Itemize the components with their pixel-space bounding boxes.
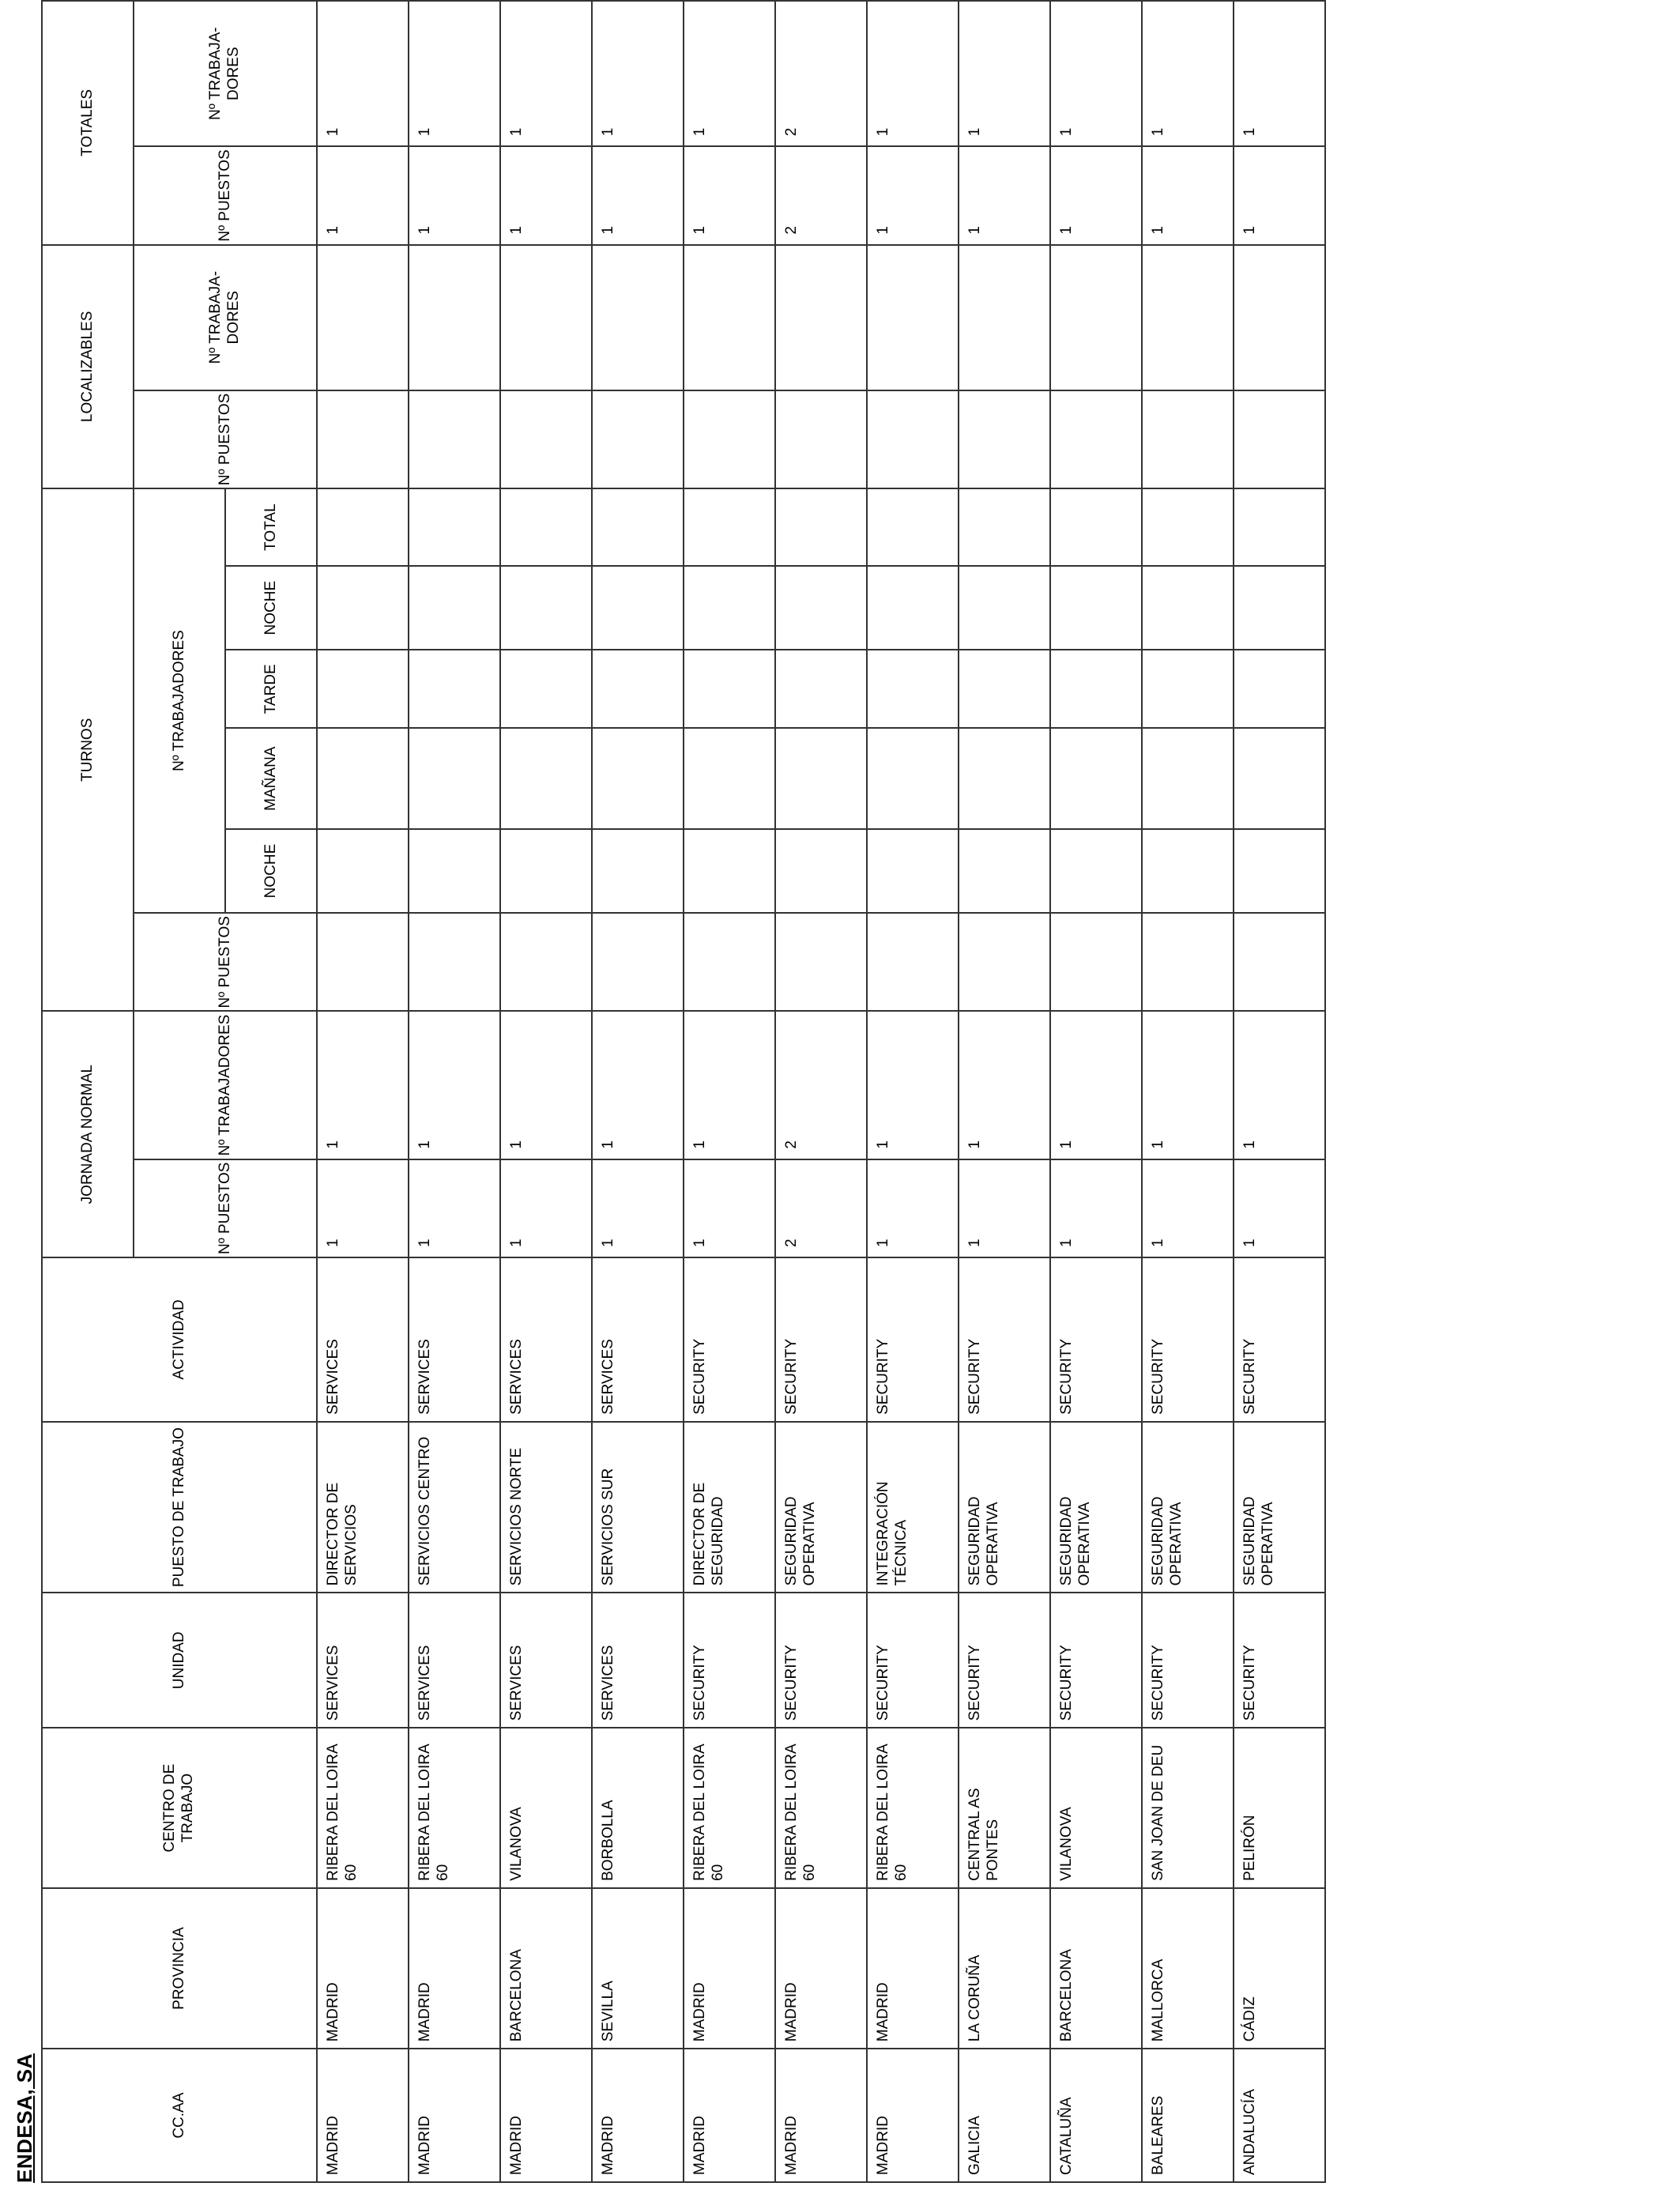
cell-turnos-total [592, 488, 684, 566]
header-turnos-trabajadores: Nº TRABAJADORES [134, 488, 225, 913]
cell-provincia: CÁDIZ [1234, 1888, 1325, 2049]
cell-turnos-total [867, 488, 959, 566]
header-turnos-noche-1: NOCHE [225, 829, 317, 913]
cell-tot-trabajadores: 1 [1050, 1, 1142, 146]
header-turnos-noche-2: NOCHE [225, 566, 317, 650]
cell-loc-trabajadores [1234, 245, 1325, 390]
cell-tot-trabajadores: 1 [959, 1, 1050, 146]
header-loc-trabajadores: Nº TRABAJA-DORES [134, 245, 317, 390]
cell-turnos-noche-2 [1142, 566, 1234, 650]
cell-puesto: SEGURIDAD OPERATIVA [775, 1422, 867, 1593]
cell-turnos-total [684, 488, 775, 566]
cell-turnos-manana [317, 728, 409, 829]
header-tot-puestos: Nº PUESTOS [134, 146, 317, 244]
cell-ccaa: MADRID [592, 2049, 684, 2182]
cell-tot-trabajadores: 1 [592, 1, 684, 146]
cell-jornada-puestos: 1 [1050, 1159, 1142, 1257]
cell-jornada-puestos: 1 [1142, 1159, 1234, 1257]
cell-turnos-manana [592, 728, 684, 829]
table-row [775, 1, 867, 2182]
cell-centro: RIBERA DEL LOIRA 60 [317, 1728, 409, 1888]
cell-tot-puestos: 1 [867, 146, 959, 244]
cell-ccaa: GALICIA [959, 2049, 1050, 2182]
cell-jornada-puestos: 1 [1234, 1159, 1325, 1257]
cell-loc-trabajadores [867, 245, 959, 390]
header-puesto: PUESTO DE TRABAJO [42, 1422, 317, 1593]
cell-turnos-puestos [867, 913, 959, 1011]
cell-turnos-tarde [1142, 650, 1234, 728]
cell-turnos-noche-1 [409, 829, 500, 913]
cell-provincia: MADRID [409, 1888, 500, 2049]
cell-provincia: LA CORUÑA [959, 1888, 1050, 2049]
cell-turnos-tarde [500, 650, 592, 728]
cell-provincia: MADRID [867, 1888, 959, 2049]
cell-turnos-noche-1 [592, 829, 684, 913]
cell-loc-trabajadores [1050, 245, 1142, 390]
cell-turnos-total [1234, 488, 1325, 566]
cell-loc-puestos [500, 390, 592, 488]
cell-jornada-trabajadores: 1 [500, 1011, 592, 1159]
table-row [1234, 1, 1325, 2182]
cell-loc-puestos [592, 390, 684, 488]
cell-turnos-tarde [775, 650, 867, 728]
header-centro: CENTRO DE TRABAJO [42, 1728, 317, 1888]
cell-actividad: SERVICES [409, 1257, 500, 1422]
cell-turnos-total [317, 488, 409, 566]
cell-loc-puestos [317, 390, 409, 488]
cell-jornada-trabajadores: 1 [959, 1011, 1050, 1159]
cell-turnos-puestos [409, 913, 500, 1011]
cell-provincia: BARCELONA [1050, 1888, 1142, 2049]
cell-turnos-manana [1234, 728, 1325, 829]
cell-turnos-manana [409, 728, 500, 829]
cell-centro: VILANOVA [1050, 1728, 1142, 1888]
cell-jornada-trabajadores: 2 [775, 1011, 867, 1159]
cell-centro: BORBOLLA [592, 1728, 684, 1888]
cell-tot-puestos: 2 [775, 146, 867, 244]
cell-turnos-tarde [409, 650, 500, 728]
cell-tot-trabajadores: 2 [775, 1, 867, 146]
cell-tot-puestos: 1 [409, 146, 500, 244]
cell-ccaa: MADRID [684, 2049, 775, 2182]
cell-turnos-noche-1 [867, 829, 959, 913]
table-row [1050, 1, 1142, 2182]
cell-actividad: SERVICES [592, 1257, 684, 1422]
cell-turnos-manana [775, 728, 867, 829]
cell-turnos-noche-2 [1050, 566, 1142, 650]
cell-puesto: SEGURIDAD OPERATIVA [1142, 1422, 1234, 1593]
cell-centro: RIBERA DEL LOIRA 60 [409, 1728, 500, 1888]
cell-unidad: SECURITY [1234, 1593, 1325, 1728]
cell-turnos-total [500, 488, 592, 566]
header-turnos-total: TOTAL [225, 488, 317, 566]
cell-puesto: SERVICIOS NORTE [500, 1422, 592, 1593]
cell-jornada-puestos: 1 [500, 1159, 592, 1257]
cell-loc-puestos [684, 390, 775, 488]
cell-tot-trabajadores: 1 [409, 1, 500, 146]
cell-turnos-noche-2 [684, 566, 775, 650]
cell-jornada-puestos: 1 [317, 1159, 409, 1257]
cell-turnos-manana [684, 728, 775, 829]
cell-turnos-puestos [684, 913, 775, 1011]
cell-turnos-tarde [959, 650, 1050, 728]
cell-loc-puestos [1234, 390, 1325, 488]
header-jornada: JORNADA NORMAL [42, 1011, 134, 1257]
cell-turnos-tarde [867, 650, 959, 728]
table-row [1142, 1, 1234, 2182]
cell-actividad: SERVICES [317, 1257, 409, 1422]
header-ccaa: CC.AA [42, 2049, 317, 2182]
cell-actividad: SECURITY [1142, 1257, 1234, 1422]
cell-centro: VILANOVA [500, 1728, 592, 1888]
cell-turnos-puestos [500, 913, 592, 1011]
cell-jornada-trabajadores: 1 [1050, 1011, 1142, 1159]
cell-turnos-tarde [1234, 650, 1325, 728]
cell-centro: PELIRÓN [1234, 1728, 1325, 1888]
cell-actividad: SECURITY [867, 1257, 959, 1422]
cell-tot-puestos: 1 [500, 146, 592, 244]
header-turnos: TURNOS [42, 488, 134, 1011]
cell-tot-puestos: 1 [1142, 146, 1234, 244]
cell-turnos-noche-2 [592, 566, 684, 650]
cell-tot-puestos: 1 [1234, 146, 1325, 244]
cell-jornada-puestos: 1 [592, 1159, 684, 1257]
header-turnos-tarde: TARDE [225, 650, 317, 728]
cell-loc-puestos [1142, 390, 1234, 488]
cell-tot-trabajadores: 1 [500, 1, 592, 146]
cell-ccaa: MADRID [775, 2049, 867, 2182]
cell-tot-puestos: 1 [592, 146, 684, 244]
cell-provincia: MADRID [775, 1888, 867, 2049]
cell-actividad: SECURITY [684, 1257, 775, 1422]
table-row [500, 1, 592, 2182]
cell-ccaa: ANDALUCÍA [1234, 2049, 1325, 2182]
cell-tot-trabajadores: 1 [1142, 1, 1234, 146]
cell-loc-puestos [775, 390, 867, 488]
cell-turnos-manana [959, 728, 1050, 829]
cell-turnos-tarde [684, 650, 775, 728]
header-localizables: LOCALIZABLES [42, 245, 134, 488]
cell-unidad: SERVICES [409, 1593, 500, 1728]
cell-puesto: INTEGRACIÓN TÉCNICA [867, 1422, 959, 1593]
cell-loc-trabajadores [592, 245, 684, 390]
cell-turnos-tarde [1050, 650, 1142, 728]
cell-turnos-total [775, 488, 867, 566]
cell-tot-puestos: 1 [684, 146, 775, 244]
cell-jornada-puestos: 2 [775, 1159, 867, 1257]
cell-provincia: MALLORCA [1142, 1888, 1234, 2049]
cell-puesto: SEGURIDAD OPERATIVA [1050, 1422, 1142, 1593]
cell-loc-trabajadores [775, 245, 867, 390]
cell-centro: RIBERA DEL LOIRA 60 [684, 1728, 775, 1888]
cell-ccaa: MADRID [867, 2049, 959, 2182]
cell-turnos-noche-1 [959, 829, 1050, 913]
cell-jornada-trabajadores: 1 [409, 1011, 500, 1159]
cell-puesto: DIRECTOR DE SEGURIDAD [684, 1422, 775, 1593]
cell-unidad: SERVICES [592, 1593, 684, 1728]
cell-turnos-tarde [592, 650, 684, 728]
cell-turnos-noche-2 [317, 566, 409, 650]
table-row [409, 1, 500, 2182]
cell-provincia: MADRID [317, 1888, 409, 2049]
cell-puesto: SEGURIDAD OPERATIVA [959, 1422, 1050, 1593]
cell-unidad: SECURITY [684, 1593, 775, 1728]
document-title: ENDESA, SA [13, 2053, 36, 2183]
cell-unidad: SECURITY [1142, 1593, 1234, 1728]
cell-puesto: SERVICIOS SUR [592, 1422, 684, 1593]
cell-tot-puestos: 1 [959, 146, 1050, 244]
cell-actividad: SECURITY [775, 1257, 867, 1422]
cell-centro: RIBERA DEL LOIRA 60 [775, 1728, 867, 1888]
cell-jornada-trabajadores: 1 [684, 1011, 775, 1159]
header-turnos-manana: MAÑANA [225, 728, 317, 829]
cell-turnos-noche-1 [775, 829, 867, 913]
cell-loc-trabajadores [317, 245, 409, 390]
cell-jornada-puestos: 1 [959, 1159, 1050, 1257]
header-provincia: PROVINCIA [42, 1888, 317, 2049]
cell-turnos-noche-1 [684, 829, 775, 913]
cell-turnos-puestos [592, 913, 684, 1011]
cell-ccaa: CATALUÑA [1050, 2049, 1142, 2182]
cell-turnos-noche-2 [867, 566, 959, 650]
cell-actividad: SECURITY [959, 1257, 1050, 1422]
cell-loc-trabajadores [959, 245, 1050, 390]
cell-jornada-puestos: 1 [684, 1159, 775, 1257]
cell-unidad: SECURITY [959, 1593, 1050, 1728]
cell-turnos-puestos [959, 913, 1050, 1011]
cell-turnos-noche-1 [500, 829, 592, 913]
cell-unidad: SECURITY [1050, 1593, 1142, 1728]
cell-jornada-trabajadores: 1 [1234, 1011, 1325, 1159]
cell-turnos-puestos [775, 913, 867, 1011]
table-row [592, 1, 684, 2182]
cell-ccaa: MADRID [500, 2049, 592, 2182]
cell-turnos-tarde [317, 650, 409, 728]
cell-centro: SAN JOAN DE DEU [1142, 1728, 1234, 1888]
cell-loc-puestos [867, 390, 959, 488]
cell-centro: RIBERA DEL LOIRA 60 [867, 1728, 959, 1888]
cell-jornada-puestos: 1 [409, 1159, 500, 1257]
cell-jornada-trabajadores: 1 [1142, 1011, 1234, 1159]
cell-ccaa: MADRID [317, 2049, 409, 2182]
cell-turnos-total [409, 488, 500, 566]
cell-loc-trabajadores [409, 245, 500, 390]
cell-turnos-total [959, 488, 1050, 566]
cell-provincia: SEVILLA [592, 1888, 684, 2049]
header-totales: TOTALES [42, 1, 134, 245]
cell-turnos-manana [1142, 728, 1234, 829]
cell-centro: CENTRAL AS PONTES [959, 1728, 1050, 1888]
table-row [317, 1, 409, 2182]
cell-provincia: BARCELONA [500, 1888, 592, 2049]
cell-ccaa: BALEARES [1142, 2049, 1234, 2182]
cell-turnos-total [1142, 488, 1234, 566]
cell-provincia: MADRID [684, 1888, 775, 2049]
cell-turnos-manana [867, 728, 959, 829]
cell-turnos-puestos [1050, 913, 1142, 1011]
cell-unidad: SECURITY [867, 1593, 959, 1728]
cell-turnos-puestos [1234, 913, 1325, 1011]
staffing-table [41, 0, 1326, 2183]
header-jornada-trabajadores: Nº TRABAJADORES [134, 1011, 317, 1159]
cell-jornada-trabajadores: 1 [317, 1011, 409, 1159]
cell-jornada-trabajadores: 1 [867, 1011, 959, 1159]
cell-jornada-puestos: 1 [867, 1159, 959, 1257]
cell-tot-trabajadores: 1 [867, 1, 959, 146]
cell-unidad: SECURITY [775, 1593, 867, 1728]
cell-unidad: SERVICES [500, 1593, 592, 1728]
header-tot-trabajadores: Nº TRABAJA-DORES [134, 1, 317, 146]
cell-puesto: SEGURIDAD OPERATIVA [1234, 1422, 1325, 1593]
cell-actividad: SECURITY [1234, 1257, 1325, 1422]
cell-turnos-noche-2 [500, 566, 592, 650]
table-body [317, 1, 1325, 2182]
table-row [959, 1, 1050, 2182]
cell-tot-trabajadores: 1 [684, 1, 775, 146]
cell-turnos-puestos [1142, 913, 1234, 1011]
cell-turnos-total [1050, 488, 1142, 566]
cell-ccaa: MADRID [409, 2049, 500, 2182]
header-turnos-puestos: Nº PUESTOS [134, 913, 317, 1011]
cell-turnos-noche-1 [1050, 829, 1142, 913]
cell-jornada-trabajadores: 1 [592, 1011, 684, 1159]
cell-turnos-noche-1 [317, 829, 409, 913]
cell-turnos-noche-2 [959, 566, 1050, 650]
table-row [867, 1, 959, 2182]
cell-unidad: SERVICES [317, 1593, 409, 1728]
cell-loc-trabajadores [1142, 245, 1234, 390]
cell-actividad: SERVICES [500, 1257, 592, 1422]
header-loc-puestos: Nº PUESTOS [134, 390, 317, 488]
cell-loc-puestos [1050, 390, 1142, 488]
cell-turnos-noche-2 [1234, 566, 1325, 650]
cell-tot-trabajadores: 1 [317, 1, 409, 146]
cell-loc-trabajadores [684, 245, 775, 390]
cell-turnos-manana [1050, 728, 1142, 829]
cell-puesto: DIRECTOR DE SERVICIOS [317, 1422, 409, 1593]
cell-puesto: SERVICIOS CENTRO [409, 1422, 500, 1593]
header-jornada-puestos: Nº PUESTOS [134, 1159, 317, 1257]
cell-turnos-manana [500, 728, 592, 829]
table-row [684, 1, 775, 2182]
cell-actividad: SECURITY [1050, 1257, 1142, 1422]
cell-tot-trabajadores: 1 [1234, 1, 1325, 146]
cell-turnos-puestos [317, 913, 409, 1011]
cell-loc-trabajadores [500, 245, 592, 390]
cell-tot-puestos: 1 [1050, 146, 1142, 244]
header-unidad: UNIDAD [42, 1593, 317, 1728]
cell-turnos-noche-2 [775, 566, 867, 650]
cell-turnos-noche-1 [1234, 829, 1325, 913]
header-actividad: ACTIVIDAD [42, 1257, 317, 1422]
cell-loc-puestos [409, 390, 500, 488]
cell-tot-puestos: 1 [317, 146, 409, 244]
cell-loc-puestos [959, 390, 1050, 488]
cell-turnos-noche-1 [1142, 829, 1234, 913]
cell-turnos-noche-2 [409, 566, 500, 650]
